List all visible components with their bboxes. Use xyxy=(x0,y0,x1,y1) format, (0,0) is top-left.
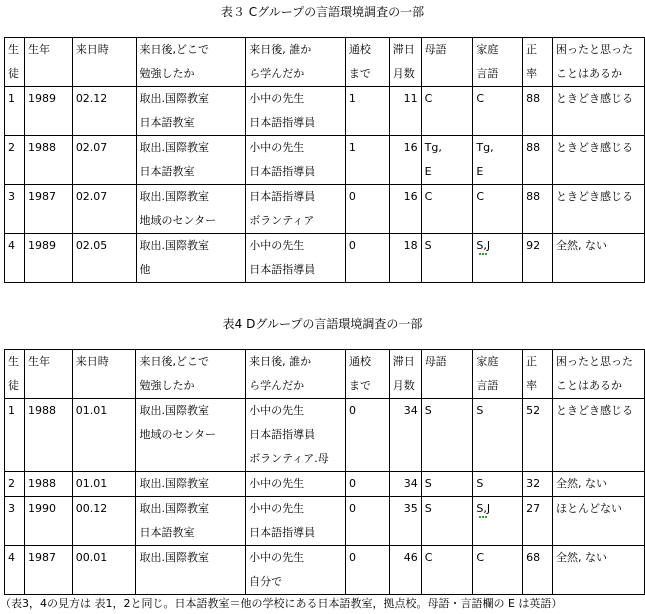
table-cell: 全然, ない xyxy=(553,546,645,595)
table-cell: Tg, E xyxy=(473,136,523,185)
table-cell: 0 xyxy=(345,234,389,283)
header-row xyxy=(5,38,645,87)
table-cell: 16 xyxy=(389,136,421,185)
table-cell: 02.07 xyxy=(72,136,136,185)
table-cell: C xyxy=(473,546,523,595)
table-cell: 32 xyxy=(523,472,553,497)
table-cell: 16 xyxy=(389,185,421,234)
table-cell: 取出.国際教室 他 xyxy=(136,234,246,283)
table-cell: 1988 xyxy=(24,136,72,185)
table-cell: ときどき感じる xyxy=(553,87,645,136)
table-cell: 1 xyxy=(5,399,25,472)
table-row xyxy=(5,497,645,546)
table-cell: 92 xyxy=(523,234,553,283)
table-cell: S xyxy=(421,399,473,472)
table-cell: S xyxy=(421,234,473,283)
column-header: 正 率 xyxy=(523,38,553,87)
table-cell: 00.01 xyxy=(72,546,136,595)
table-row xyxy=(5,399,645,472)
table-cell: 27 xyxy=(523,497,553,546)
table-cell: 34 xyxy=(389,472,421,497)
table-cell: 0 xyxy=(345,185,389,234)
table-cell: 11 xyxy=(389,87,421,136)
table3 xyxy=(4,37,645,283)
table-cell: 35 xyxy=(389,497,421,546)
table4-caption: 表4 Dグループの言語環境調査の一部 xyxy=(222,317,423,331)
table-cell: S xyxy=(421,472,473,497)
table-cell: 取出.国際教室 日本語教室 xyxy=(136,87,246,136)
table-cell: ときどき感じる xyxy=(553,136,645,185)
column-header: 家庭 言語 xyxy=(473,38,523,87)
table-cell: 小中の先生 自分で xyxy=(246,546,346,595)
table-cell: 1989 xyxy=(24,234,72,283)
table-row xyxy=(5,136,645,185)
table-row xyxy=(5,87,645,136)
table-cell: S xyxy=(473,472,523,497)
table-cell: 取出.国際教室 xyxy=(136,472,246,497)
table-cell: 小中の先生 日本語指導員 xyxy=(246,87,346,136)
table-cell: 4 xyxy=(5,546,25,595)
table-cell: 取出.国際教室 地域のセンター xyxy=(136,399,246,472)
table-cell: 88 xyxy=(523,136,553,185)
column-header: 生 徒 xyxy=(5,350,25,399)
table-row xyxy=(5,472,645,497)
table-cell: 全然, ない xyxy=(553,472,645,497)
table-cell: 3 xyxy=(5,497,25,546)
table-cell: S,J xyxy=(473,234,523,283)
column-header: 通校 まで xyxy=(345,38,389,87)
table-cell: 1987 xyxy=(24,546,72,595)
column-header: 滞日 月数 xyxy=(389,38,421,87)
table-cell: 小中の先生 日本語指導員 ボランティア.母 xyxy=(246,399,346,472)
table-cell: 1988 xyxy=(24,472,72,497)
table-cell: ときどき感じる xyxy=(553,399,645,472)
table-cell: 1 xyxy=(345,87,389,136)
table-cell: 取出.国際教室 日本語教室 xyxy=(136,497,246,546)
table-cell: 52 xyxy=(523,399,553,472)
table-cell: 02.12 xyxy=(72,87,136,136)
table-cell: 46 xyxy=(389,546,421,595)
table-cell: 日本語指導員 ボランティア xyxy=(246,185,346,234)
column-header: 生年 xyxy=(24,38,72,87)
table-cell: 0 xyxy=(345,399,389,472)
table-cell: 取出.国際教室 xyxy=(136,546,246,595)
table-cell: 01.01 xyxy=(72,472,136,497)
table-cell: ときどき感じる xyxy=(553,185,645,234)
table-cell: ほとんどない xyxy=(553,497,645,546)
table-cell: 1988 xyxy=(24,399,72,472)
table-cell: S xyxy=(421,497,473,546)
table-cell: 2 xyxy=(5,136,25,185)
table-cell: 00.12 xyxy=(72,497,136,546)
footnote: （表3，4の見方は 表1，2と同じ。日本語教室＝他の学校にある日本語教室，拠点校。母語・言語欄の E は英語） xyxy=(0,597,563,610)
table-cell: 小中の先生 xyxy=(246,472,346,497)
column-header: 生 徒 xyxy=(5,38,25,87)
table-cell: 1 xyxy=(345,136,389,185)
table-cell: 小中の先生 日本語指導員 xyxy=(246,497,346,546)
table-cell: 1987 xyxy=(24,185,72,234)
table-cell: 1990 xyxy=(24,497,72,546)
table-cell: 全然, ない xyxy=(553,234,645,283)
column-header: 来日後,どこで 勉強したか xyxy=(136,38,246,87)
table-cell: 0 xyxy=(345,497,389,546)
table-cell: 02.07 xyxy=(72,185,136,234)
table-cell: 取出.国際教室 日本語教室 xyxy=(136,136,246,185)
column-header: 生年 xyxy=(24,350,72,399)
table4 xyxy=(4,349,645,595)
table-cell: 88 xyxy=(523,185,553,234)
header-row xyxy=(5,350,645,399)
table-cell: 68 xyxy=(523,546,553,595)
column-header: 来日時 xyxy=(72,350,136,399)
table-cell: 2 xyxy=(5,472,25,497)
table-cell: C xyxy=(473,185,523,234)
table-cell: C xyxy=(421,546,473,595)
table-row xyxy=(5,185,645,234)
column-header: 困ったと思った ことはあるか xyxy=(553,38,645,87)
column-header: 来日後,どこで 勉強したか xyxy=(136,350,246,399)
table-cell: 0 xyxy=(345,546,389,595)
table-cell: 小中の先生 日本語指導員 xyxy=(246,234,346,283)
table-cell: C xyxy=(421,185,473,234)
table-cell: 4 xyxy=(5,234,25,283)
table-cell: 02.05 xyxy=(72,234,136,283)
column-header: 通校 まで xyxy=(345,350,389,399)
column-header: 滞日 月数 xyxy=(389,350,421,399)
table-cell: C xyxy=(473,87,523,136)
column-header: 来日後, 誰か ら学んだか xyxy=(246,350,346,399)
column-header: 来日時 xyxy=(72,38,136,87)
table-cell: S,J xyxy=(473,497,523,546)
column-header: 来日後, 誰か ら学んだか xyxy=(246,38,346,87)
table-cell: 88 xyxy=(523,87,553,136)
table-cell: 1989 xyxy=(24,87,72,136)
table-cell: 1 xyxy=(5,87,25,136)
table-cell: S xyxy=(473,399,523,472)
table-cell: 3 xyxy=(5,185,25,234)
table-cell: C xyxy=(421,87,473,136)
table-cell: 34 xyxy=(389,399,421,472)
table-cell: 01.01 xyxy=(72,399,136,472)
table-cell: 0 xyxy=(345,472,389,497)
table3-caption: 表３ Cグループの言語環境調査の一部 xyxy=(220,5,425,19)
table-cell: 取出.国際教室 地域のセンター xyxy=(136,185,246,234)
table-cell: 18 xyxy=(389,234,421,283)
column-header: 母語 xyxy=(421,350,473,399)
table-cell: 小中の先生 日本語指導員 xyxy=(246,136,346,185)
table-row xyxy=(5,546,645,595)
column-header: 困ったと思った ことはあるか xyxy=(553,350,645,399)
table-cell: Tg, E xyxy=(421,136,473,185)
column-header: 正 率 xyxy=(523,350,553,399)
column-header: 家庭 言語 xyxy=(473,350,523,399)
table-row xyxy=(5,234,645,283)
column-header: 母語 xyxy=(421,38,473,87)
